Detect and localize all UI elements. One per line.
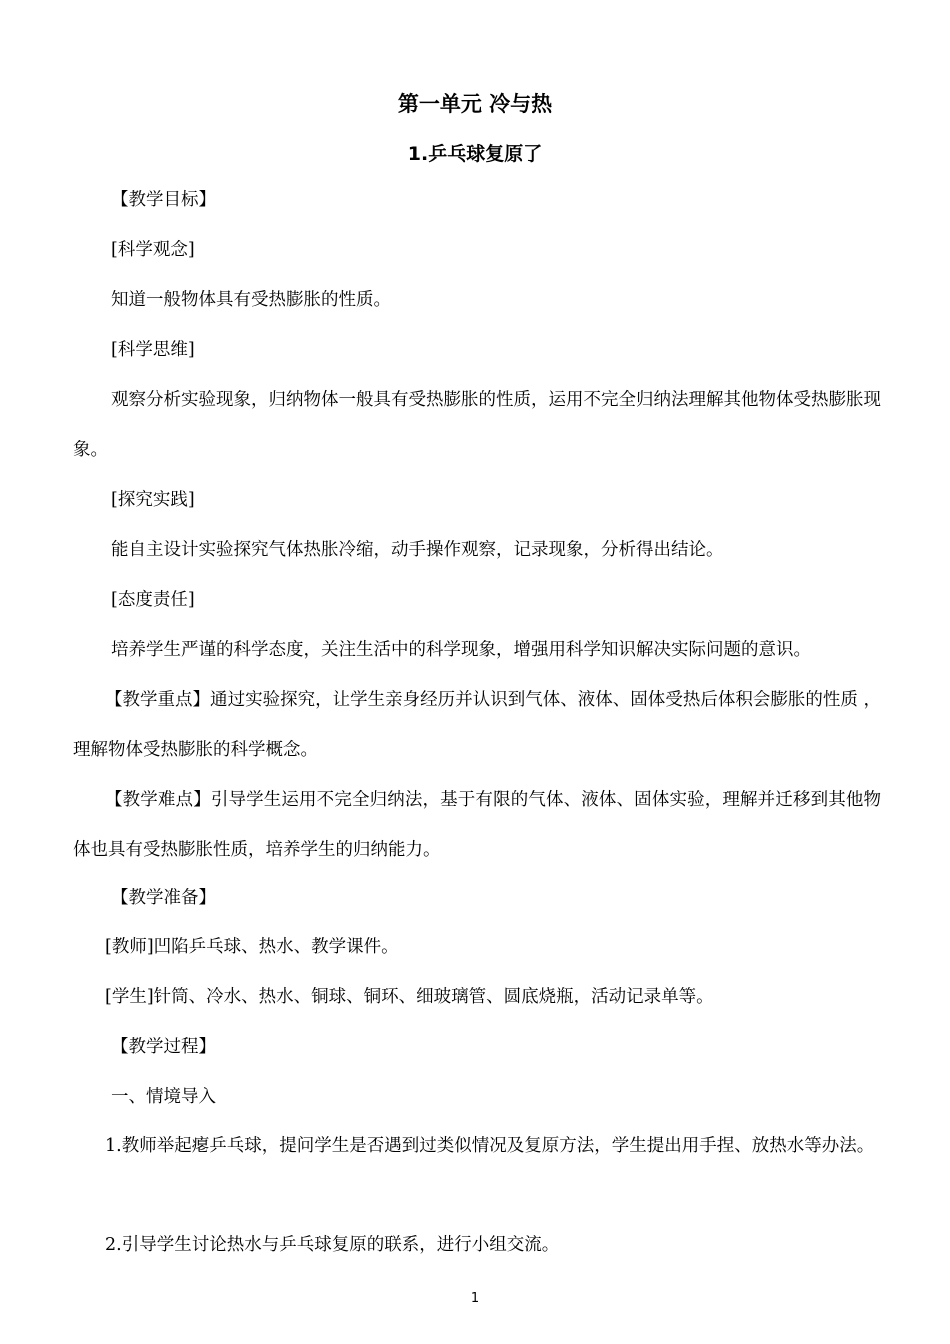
- subheading-inquiry-practice: [探究实践]: [111, 490, 195, 510]
- subheading-attitude: [态度责任]: [111, 590, 195, 610]
- paragraph-teacher-prep: [教师]凹陷乒乓球、热水、教学课件。: [105, 937, 399, 957]
- paragraph-difficulties: 【教学难点】引导学生运用不完全归纳法，基于有限的气体、液体、固体实验，理解并迁移到其他物体也具有受热膨胀性质，培养学生的归纳能力。: [73, 790, 881, 860]
- paragraph: 知道一般物体具有受热膨胀的性质。: [111, 290, 391, 310]
- paragraph-student-prep: [学生]针筒、冷水、热水、铜球、铜环、细玻璃管、圆底烧瓶，活动记录单等。: [105, 987, 714, 1007]
- unit-title: 第一单元 冷与热: [397, 92, 553, 116]
- subheading-intro: 一、情境导入: [111, 1087, 216, 1107]
- paragraph: 2.引导学生讨论热水与乒乓球复原的联系，进行小组交流。: [105, 1235, 560, 1255]
- paragraph: 1.教师举起瘪乒乓球，提问学生是否遇到过类似情况及复原方法，学生提出用手捏、放热水等办法。: [105, 1136, 875, 1156]
- section-heading-preparation: 【教学准备】: [111, 888, 216, 908]
- paragraph: 能自主设计实验探究气体热胀冷缩，动手操作观察，记录现象，分析得出结论。: [111, 540, 724, 560]
- lesson-title: 1.乒乓球复原了: [407, 143, 543, 165]
- paragraph-key-points: 【教学重点】通过实验探究，让学生亲身经历并认识到气体、液体、固体受热后体积会膨胀的性质 ，理解物体受热膨胀的科学概念。: [73, 690, 881, 760]
- paragraph: 培养学生严谨的科学态度，关注生活中的科学现象，增强用科学知识解决实际问题的意识。: [111, 640, 811, 660]
- paragraph: 观察分析实验现象，归纳物体一般具有受热膨胀的性质，运用不完全归纳法理解其他物体受热膨胀现象。: [73, 390, 881, 460]
- page-number: 1: [470, 1291, 480, 1306]
- section-heading-objectives: 【教学目标】: [111, 190, 216, 210]
- subheading-science-thinking: [科学思维]: [111, 340, 195, 360]
- section-heading-process: 【教学过程】: [111, 1037, 216, 1057]
- subheading-science-concept: [科学观念]: [111, 240, 195, 260]
